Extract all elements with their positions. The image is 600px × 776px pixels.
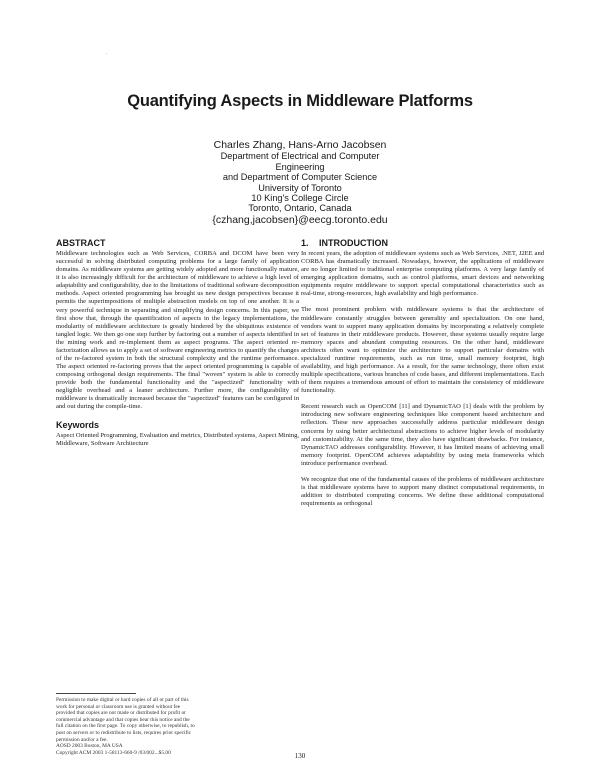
footnote-rule <box>56 693 136 694</box>
left-column <box>56 238 299 448</box>
affiliation-line: University of Toronto <box>258 182 342 193</box>
keywords-text: Aspect Oriented Programming, Evaluation and metrics, Distributed systems, Aspect Mining, Middleware, Software Architecture <box>56 431 299 447</box>
intro-paragraph: We recognize that one of the fundamental causes of the problems of middleware architecture is that middleware systems have to support many distinct computational requirements, in addition to distributed computing concerns. We define these additional computational requirements as orthogonal <box>301 475 544 508</box>
page-number: 130 <box>294 752 306 760</box>
intro-paragraph: The most prominent problem with middleware systems is that the architecture of middleware constantly struggles between generality and specialization. On one hand, vendors want to support many application domains by incorporating a relatively complete set of features in their middleware products. However, these systems usually require large memory spaces and abundant computing resources. On the other hand, middleware architects often want to optimize the architecture to support particular domains with specialized runtime requirements, such as run time, small memory footprint, high availability, and high performance. As a result, for the same technology, there often exist multiple specifications, various branches of code bases, and different implementations. Each of them requires a tremendous amount of effort to maintain the consistency of middleware functionality. <box>301 306 544 395</box>
section-number: 1. <box>301 238 309 248</box>
corner-mark: . <box>106 51 108 56</box>
section-title: INTRODUCTION <box>319 238 388 248</box>
copyright-line: Copyright ACM 2003 1-58113-660-9 /03/002...$5.00 <box>56 749 171 756</box>
author-email: {czhang,jacobsen}@eecg.toronto.edu <box>212 213 388 226</box>
abstract-text: Middleware technologies such as Web Services, CORBA and DCOM have been very successful in solving distributed computing problems for a large family of application domains. As middleware systems are getting widely adopted and more functionally mature, it is also increasingly difficult for the architecture of middleware to achieve a high level of adaptability and configurability, due to the limitations of traditional software decomposition methods. Aspect oriented programming has brought us new design perspectives because it permits the superimpositions of multiple abstraction models on top of one another. It is a very powerful technique in separating and simplifying design concerns. In this paper, we first show that, through the quantification of aspects in the legacy implementations, the modularity of middleware architecture is greatly hindered by the ubiquitous existence of tangled logic. We then go one step further by factoring out a number of aspects identified in the mining work and re-implement them as aspect programs. The aspect oriented re-factorization allows us to apply a set of software engineering metrics to quantify the changes of the re-factored system in both the structural complexity and the runtime performance. The aspect oriented re-factoring proves that the aspect oriented programming is capable of composing orthogonal design requirements. The final "woven" system is able to correctly provide both the fundamental functionality and the "aspectized" functionality with negligible overhead and a leaner architecture. Further more, the configurability of middleware is dramatically increased because the "aspectized" features can be configured in and out during the compile-time. <box>56 250 299 411</box>
copyright-notice <box>56 697 196 756</box>
abstract-heading: ABSTRACT <box>56 238 106 248</box>
affiliation-line: Toronto, Ontario, Canada <box>248 203 352 214</box>
author-block <box>130 140 470 225</box>
venue-text: AOSD 2003 Boston, MA USA <box>56 743 123 750</box>
author-names: Charles Zhang, Hans-Arno Jacobsen <box>213 139 387 151</box>
affiliation-line: Department of Electrical and Computer <box>220 151 380 162</box>
permission-text: Permission to make digital or hard copies of all or part of this work for personal or classroom use is granted without fee provided that copies are not made or distributed for profit or commercial advantage and that copies bear this notice and the full citation on the first page. To copy otherwise, to republish, to post on servers or to redistribute to lists, requires prior specific permission and/or a fee. <box>56 697 195 743</box>
affiliation-line: Engineering <box>275 161 325 172</box>
intro-paragraph: Recent research such as OpenCOM [11] and DynamicTAO [1] deals with the problem by introducing new software engineering techniques like component based architecture and reflection. These new approaches successfully address particular middleware design concerns by using better architectural abstractions to achieve higher levels of modularity and customizability. At the same time, they also have significant drawbacks. For instance, DynamicTAO addresses configurability. However, it has limited means of achieving small memory footprint. OpenCOM achieves adaptability by using meta frameworks which introduce performance overhead. <box>301 403 544 467</box>
intro-heading <box>301 238 544 249</box>
paper-title: Quantifying Aspects in Middleware Platforms <box>127 92 473 110</box>
intro-paragraph: In recent years, the adoption of middleware systems such as Web Services, .NET, J2EE and CORBA has dramatically increased. Nowadays, however, the applications of middleware are no longer limited to traditional enterprise computing platforms. A very large family of emerging application domains, such as control platforms, smart devices and networking equipments require middleware to support special computational characteristics such as real-time, strong-resources, high availability and high performance. <box>301 250 544 298</box>
affiliation-line: 10 King's College Circle <box>251 193 349 204</box>
keywords-heading: Keywords <box>56 419 100 430</box>
affiliation-line: and Department of Computer Science <box>222 172 378 183</box>
right-column <box>301 238 544 508</box>
